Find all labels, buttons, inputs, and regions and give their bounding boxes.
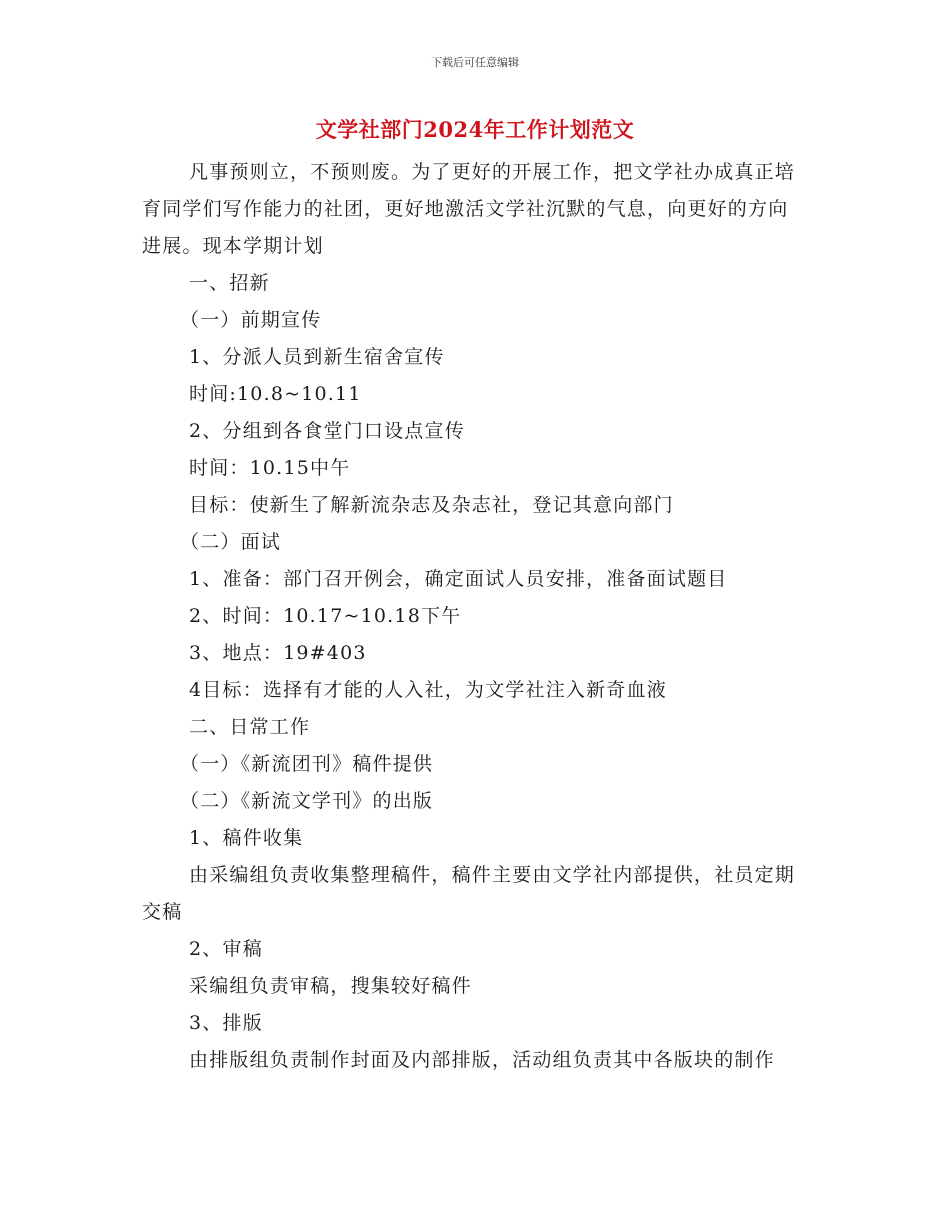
list-item: 2、审稿: [189, 938, 263, 960]
list-item: 2、分组到各食堂门口设点宣传: [189, 420, 465, 442]
list-item: 目标：使新生了解新流杂志及杂志社，登记其意向部门: [189, 494, 674, 516]
list-item: 时间：10.15中午: [189, 457, 351, 479]
subsection-heading: （二）《新流文学刊》的出版: [180, 790, 434, 812]
list-item: 4目标：选择有才能的人入社，为文学社注入新奇血液: [189, 679, 667, 701]
list-item: 1、稿件收集: [189, 827, 304, 849]
list-item: 1、准备：部门召开例会，确定面试人员安排，准备面试题目: [189, 568, 728, 590]
paragraph: 由采编组负责收集整理稿件，稿件主要由文学社内部提供，社员定期交稿: [142, 864, 796, 923]
subsection-heading: （一）《新流团刊》稿件提供: [180, 753, 434, 775]
section-heading: 二、日常工作: [189, 716, 311, 738]
header-note: 下载后可任意编辑: [431, 56, 519, 69]
list-item: 时间:10.8~10.11: [189, 383, 362, 405]
subsection-heading: （二）面试: [180, 531, 282, 553]
paragraph: 由排版组负责制作封面及内部排版，活动组负责其中各版块的制作: [189, 1049, 775, 1071]
list-item: 3、地点：19#403: [189, 642, 367, 664]
list-item: 2、时间：10.17~10.18下午: [189, 605, 462, 627]
subsection-heading: （一）前期宣传: [180, 309, 322, 331]
document-body: [142, 154, 802, 1079]
list-item: 3、排版: [189, 1012, 263, 1034]
list-item: 采编组负责审稿，搜集较好稿件: [189, 975, 472, 997]
list-item: 1、分派人员到新生宿舍宣传: [189, 346, 445, 368]
document-title: 文学社部门2024年工作计划范文: [315, 117, 635, 142]
paragraph: 凡事预则立，不预则废。为了更好的开展工作，把文学社办成真正培育同学们写作能力的社团，更好地激活文学社沉默的气息，向更好的方向进展。现本学期计划: [142, 161, 796, 257]
section-heading: 一、招新: [189, 272, 270, 294]
